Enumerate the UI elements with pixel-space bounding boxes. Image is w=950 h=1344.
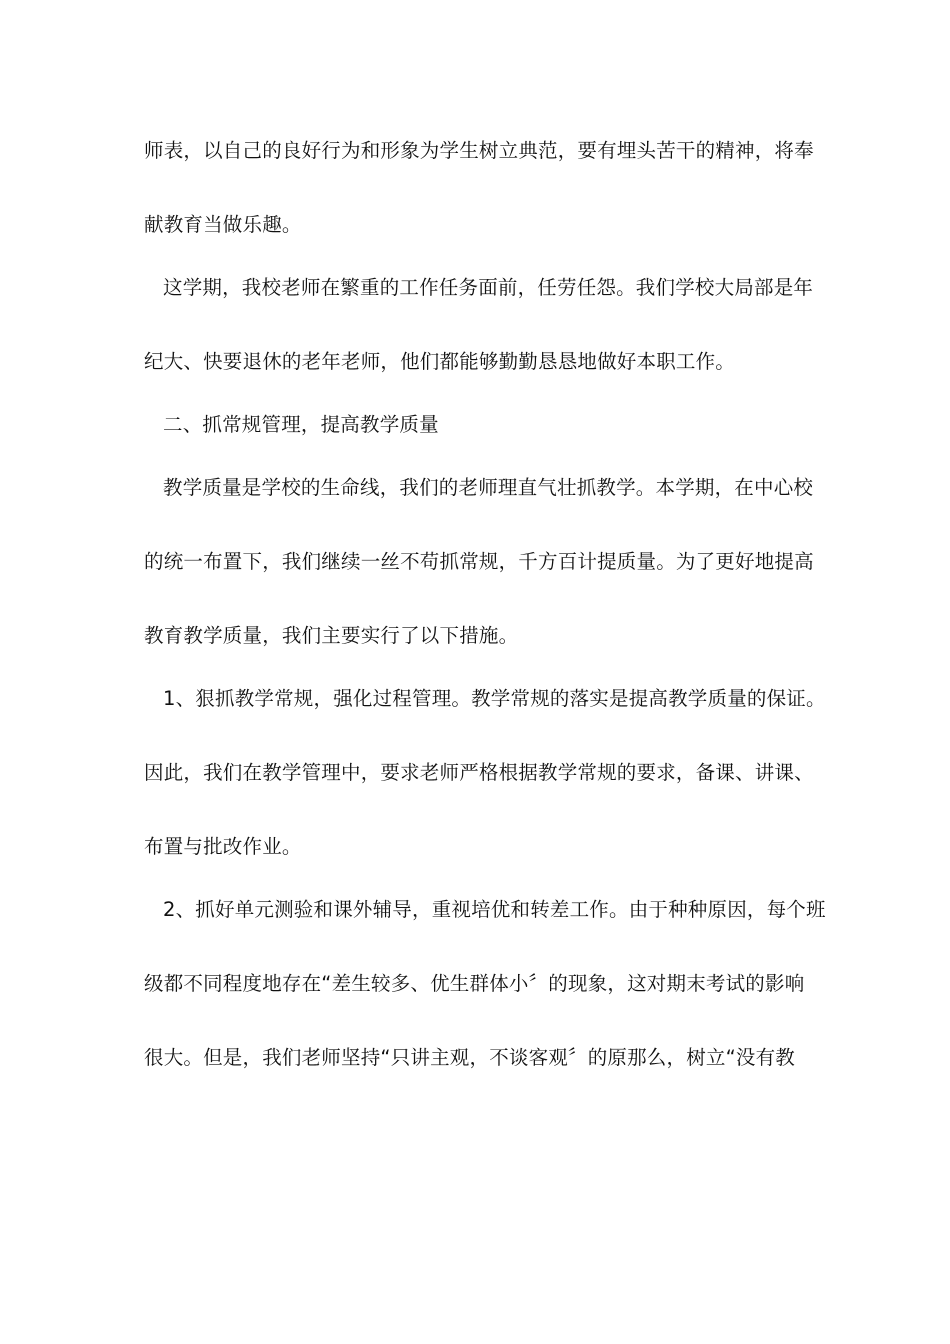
paragraph-line: 献教育当做乐趣。 — [144, 213, 302, 236]
paragraph-line: 因此，我们在教学管理中，要求老师严格根据教学常规的要求，备课、讲课、 — [144, 761, 814, 784]
section-heading: 二、抓常规管理，提高教学质量 — [163, 413, 439, 436]
paragraph-line: 2、抓好单元测验和课外辅导，重视培优和转差工作。由于种种原因，每个班 — [163, 898, 826, 921]
paragraph-line: 教育教学质量，我们主要实行了以下措施。 — [144, 624, 519, 647]
paragraph-line: 很大。但是，我们老师坚持“只讲主观，不谈客观〞的原那么，树立“没有教 — [144, 1046, 796, 1069]
paragraph-line: 布置与批改作业。 — [144, 835, 302, 858]
paragraph-line: 1、狠抓教学常规，强化过程管理。教学常规的落实是提高教学质量的保证。 — [163, 687, 826, 710]
paragraph-line: 的统一布置下，我们继续一丝不苟抓常规，千方百计提质量。为了更好地提高 — [144, 550, 814, 573]
paragraph-line: 级都不同程度地存在“差生较多、优生群体小〞的现象，这对期末考试的影响 — [144, 972, 805, 995]
paragraph-line: 这学期，我校老师在繁重的工作任务面前，任劳任怨。我们学校大局部是年 — [163, 276, 814, 299]
paragraph-line: 纪大、快要退休的老年老师，他们都能够勤勤恳恳地做好本职工作。 — [144, 350, 736, 373]
paragraph-line: 师表，以自己的良好行为和形象为学生树立典范，要有埋头苦干的精神，将奉 — [144, 139, 814, 162]
paragraph-line: 教学质量是学校的生命线，我们的老师理直气壮抓教学。本学期，在中心校 — [163, 476, 814, 499]
